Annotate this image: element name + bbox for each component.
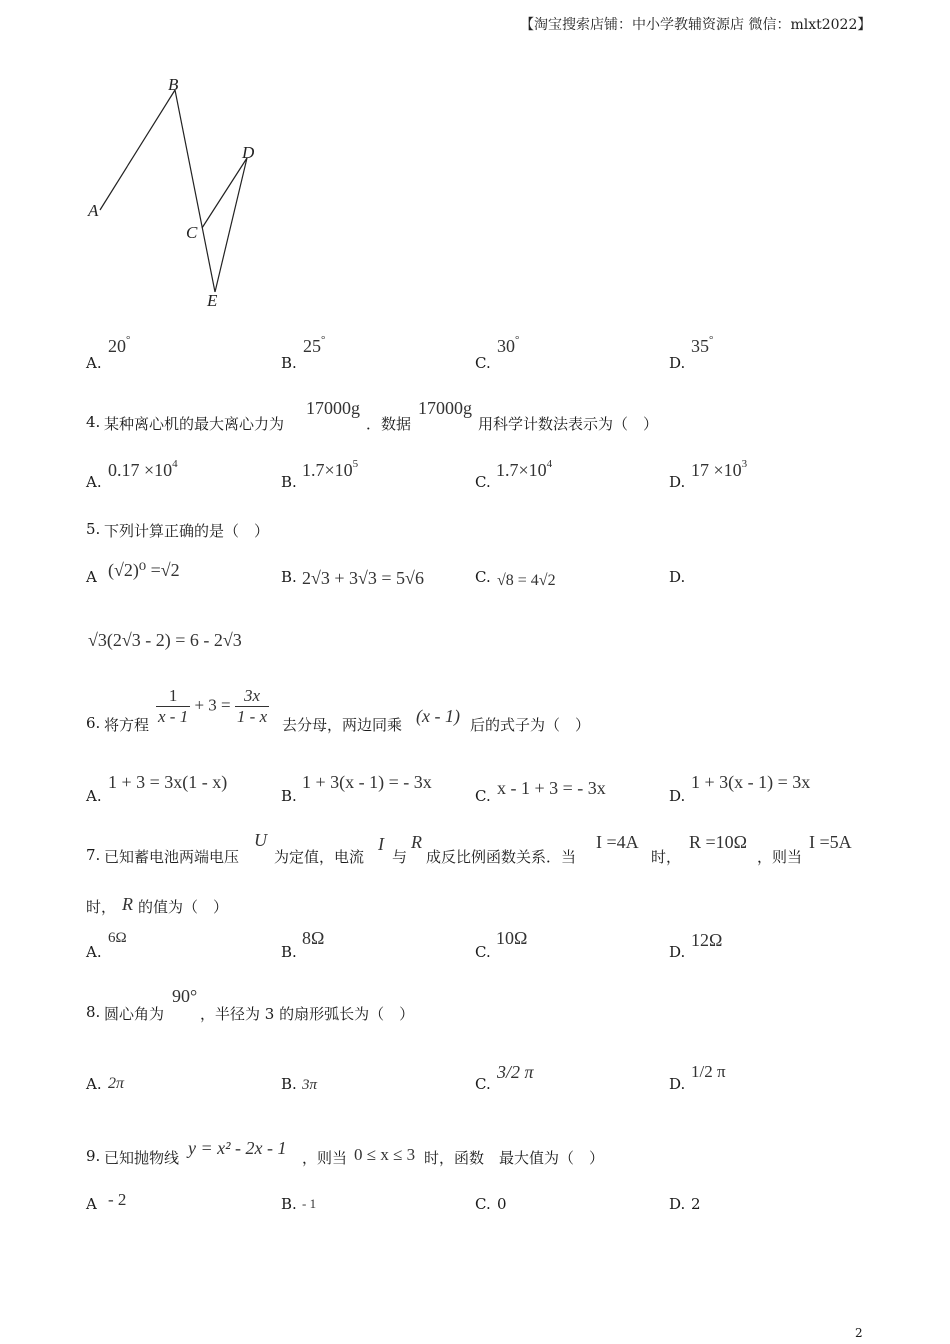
q6-option-a-label: A. — [86, 787, 102, 805]
q6-option-c-label: C. — [475, 787, 491, 805]
q9-text-1: 已知抛物线 — [104, 1149, 180, 1167]
geometry-figure — [80, 70, 280, 320]
q8-option-b-label: B. — [281, 1075, 297, 1093]
q7-text-1: 已知蓄电池两端电压 — [104, 848, 240, 866]
q9-range: 0 ≤ x ≤ 3 — [354, 1145, 416, 1164]
q3-option-a-label: A. — [86, 354, 102, 372]
q7-option-b: 8Ω — [302, 928, 325, 948]
q8-text-2: ，半径为 3 的扇形弧长为（ ） — [200, 1005, 415, 1023]
q4-option-b-base: 1.7×10 — [302, 460, 353, 480]
q5-number: 5. — [86, 520, 101, 538]
q7-var-i: I — [378, 834, 384, 854]
page-number: 2 — [855, 1326, 863, 1340]
q9-equation: y = x² - 2x - 1 — [188, 1138, 287, 1158]
q7-condition-2: R =10Ω — [689, 832, 748, 852]
figure-lines — [100, 90, 247, 292]
q7-text-3: 与 — [392, 848, 408, 866]
q4-option-d-exp: 3 — [741, 458, 748, 470]
q9-option-c: 0 — [497, 1195, 507, 1213]
q5-option-c: √8 = 4√2 — [497, 572, 556, 589]
q5-text: 下列计算正确的是（ ） — [104, 522, 270, 540]
q9-option-a: - 2 — [108, 1190, 127, 1209]
q7-condition-1: I =4A — [596, 832, 639, 852]
q9-option-b: - 1 — [302, 1196, 317, 1211]
q4-option-b-exp: 5 — [352, 458, 359, 470]
q7-text-2: 为定值，电流 — [274, 848, 365, 866]
q9-text-3: 时，函数 最大值为（ ） — [424, 1149, 605, 1167]
q3-option-d-label: D. — [669, 354, 686, 372]
q8-option-c-label: C. — [475, 1075, 491, 1093]
q3-option-c-value: 30 — [497, 336, 515, 356]
q8-option-d-label: D. — [669, 1075, 686, 1093]
q3-option-d — [691, 336, 713, 357]
q6-text-2: 去分母，两边同乘 — [282, 716, 403, 734]
q8-option-c: 3/2 π — [497, 1062, 534, 1082]
q8-number: 8. — [86, 1003, 101, 1021]
q9-option-d-label: D. — [669, 1195, 686, 1213]
q9-number: 9. — [86, 1147, 101, 1165]
q4-value-2: 17000g — [418, 398, 472, 418]
q7-option-b-label: B. — [281, 943, 297, 961]
q7-text-4: 成反比例函数关系．当 — [426, 848, 577, 866]
q7-option-c-label: C. — [475, 943, 491, 961]
q5-option-b-label: B. — [281, 568, 297, 586]
q6-equation: $\frac{1}{x - 1}$ + 3 = $\frac{3x}{1 - x}$ — [158, 686, 268, 726]
q6-option-a: 1 + 3 = 3x(1 - x) — [108, 772, 228, 792]
q4-option-c-base: 1.7×10 — [496, 460, 547, 480]
point-label-a: A — [88, 201, 99, 220]
q4-option-a-base: 0.17 ×10 — [108, 460, 173, 480]
q4-option-a-label: A. — [86, 473, 102, 491]
q7-text-6: ，则当 — [757, 848, 803, 866]
q3-option-b-value: 25 — [303, 336, 321, 356]
q8-option-b: 3π — [302, 1077, 318, 1093]
point-label-c: C — [186, 223, 198, 242]
q4-number: 4. — [86, 413, 101, 431]
q4-option-b — [302, 460, 358, 481]
q6-option-c: x - 1 + 3 = - 3x — [497, 778, 606, 798]
page-header: 【淘宝搜索店铺：中小学教辅资源店 微信：mlxt2022】 — [520, 17, 872, 33]
q3-option-a-value: 20 — [108, 336, 126, 356]
q9-text-2: ，则当 — [302, 1149, 348, 1167]
q3-option-b-label: B. — [281, 354, 297, 372]
q4-text-1: 某种离心机的最大离心力为 — [104, 415, 285, 433]
q8-angle: 90° — [172, 986, 198, 1006]
q5-option-d: √3(2√3 - 2) = 6 - 2√3 — [88, 630, 242, 650]
q4-option-a — [108, 460, 178, 481]
q6-option-b: 1 + 3(x - 1) = - 3x — [302, 772, 432, 792]
q4-option-d-base: 17 ×10 — [691, 460, 742, 480]
q7-text-5: 时， — [651, 848, 682, 866]
q5-option-d-label: D. — [669, 568, 686, 586]
q9-option-d: 2 — [691, 1195, 701, 1213]
q6-multiplier: (x - 1) — [416, 706, 460, 726]
q3-option-a — [108, 336, 130, 357]
q6-number: 6. — [86, 714, 101, 732]
q6-option-b-label: B. — [281, 787, 297, 805]
q4-option-c-label: C. — [475, 473, 491, 491]
q3-option-d-value: 35 — [691, 336, 709, 356]
q4-option-b-label: B. — [281, 473, 297, 491]
q8-option-a: 2π — [108, 1075, 125, 1092]
q3-option-b — [303, 336, 325, 357]
q7-option-d-label: D. — [669, 943, 686, 961]
q3-option-c — [497, 336, 519, 357]
q6-option-d-label: D. — [669, 787, 686, 805]
q3-option-c-label: C. — [475, 354, 491, 372]
point-label-d: D — [242, 143, 255, 162]
q7-option-a-label: A. — [86, 943, 102, 961]
q7-text-7: 时， — [86, 898, 117, 916]
q5-option-b: 2√3 + 3√3 = 5√6 — [302, 568, 424, 588]
q4-option-c-exp: 4 — [546, 458, 553, 470]
q3-option-b-unit: ° — [321, 334, 326, 346]
q7-text-8: 的值为（ ） — [138, 898, 229, 916]
q4-option-a-exp: 4 — [172, 458, 178, 470]
q4-value-1: 17000g — [306, 398, 360, 418]
q5-option-c-label: C. — [475, 568, 491, 586]
q3-option-d-unit: ° — [709, 334, 714, 346]
q4-option-d-label: D. — [669, 473, 686, 491]
q7-condition-3: I =5A — [809, 832, 852, 852]
point-label-e: E — [207, 291, 218, 310]
q5-option-a: (√2)⁰ =√2 — [108, 560, 180, 580]
q7-option-d: 12Ω — [691, 930, 723, 950]
q8-text-1: 圆心角为 — [104, 1005, 165, 1023]
q9-option-b-label: B. — [281, 1195, 297, 1213]
q8-option-a-label: A. — [86, 1075, 102, 1093]
q4-text-3: 用科学计数法表示为（ ） — [478, 415, 659, 433]
q7-option-c: 10Ω — [496, 928, 528, 948]
point-label-b: B — [168, 75, 179, 94]
q9-option-a-label: A — [86, 1195, 97, 1213]
q6-text-1: 将方程 — [104, 716, 150, 734]
q3-option-c-unit: ° — [515, 334, 520, 346]
q7-var-r: R — [411, 832, 422, 852]
q6-text-3: 后的式子为（ ） — [470, 716, 591, 734]
q7-option-a: 6Ω — [108, 930, 127, 946]
q4-option-d — [691, 460, 747, 481]
q9-option-c-label: C. — [475, 1195, 491, 1213]
q7-var-r-2: R — [122, 894, 133, 914]
q6-option-d: 1 + 3(x - 1) = 3x — [691, 772, 811, 792]
q4-option-c — [496, 460, 552, 481]
q4-text-2: ．数据 — [366, 415, 412, 433]
q8-option-d: 1/2 π — [691, 1062, 726, 1081]
q7-number: 7. — [86, 846, 101, 864]
q7-var-u: U — [254, 830, 267, 850]
q5-option-a-label: A — [86, 568, 97, 586]
q3-option-a-unit: ° — [126, 334, 131, 346]
